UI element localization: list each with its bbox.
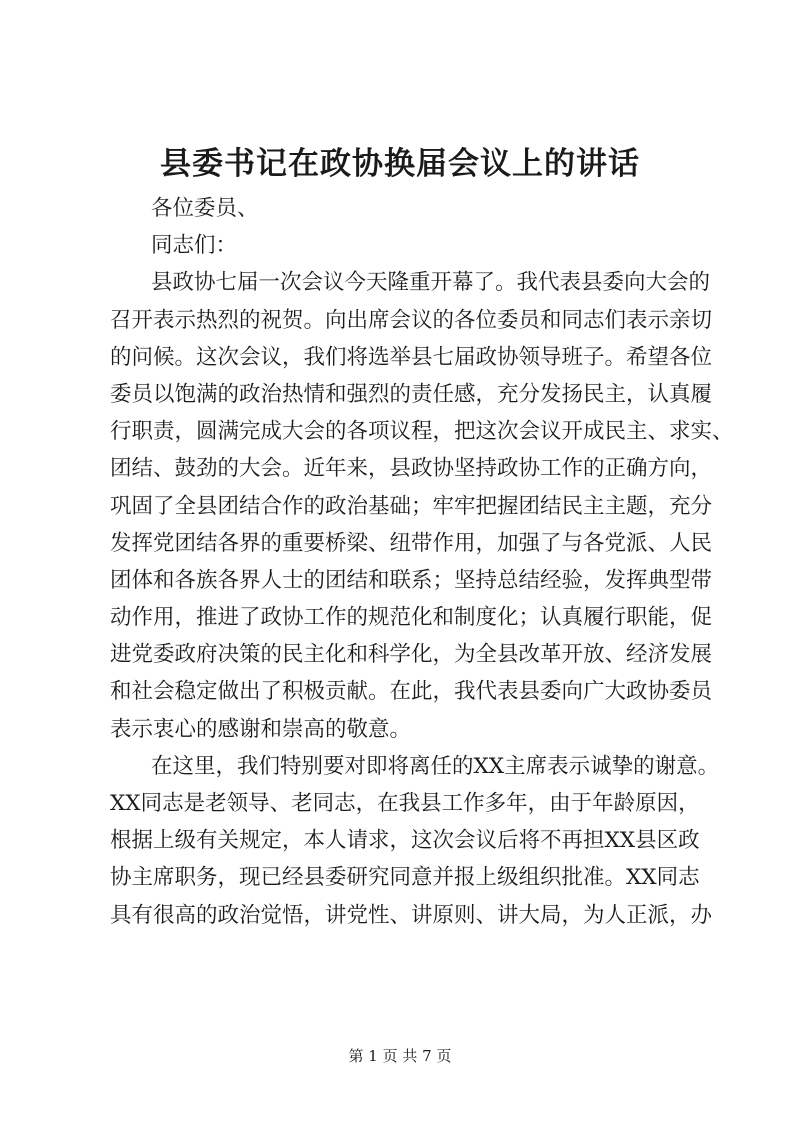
paragraph-line: 县政协七届一次会议今天隆重开幕了。我代表县委向大会的 (151, 270, 711, 296)
paragraph-line: 具有很高的政治觉悟，讲党性、讲原则、讲大局，为人正派，办 (110, 902, 713, 928)
paragraph-line: 行职责，圆满完成大会的各项议程，把这次会议开成民主、求实、 (110, 419, 734, 445)
paragraph-line: 发挥党团结各界的重要桥梁、纽带作用，加强了与各党派、人民 (110, 530, 713, 556)
paragraph-line: 表示衷心的感谢和崇高的敬意。 (110, 716, 412, 742)
paragraph-line: 的问候。这次会议，我们将选举县七届政协领导班子。希望各位 (110, 344, 713, 370)
paragraph-line: 协主席职务，现已经县委研究同意并报上级组织批准。XX同志 (110, 865, 700, 891)
paragraph-line: 委员以饱满的政治热情和强烈的责任感，充分发扬民主，认真履 (110, 381, 713, 407)
paragraph-line: 和社会稳定做出了积极贡献。在此，我代表县委向广大政协委员 (110, 679, 713, 705)
salutation-line: 各位委员、 (151, 196, 259, 221)
paragraph-line: 召开表示热烈的祝贺。向出席会议的各位委员和同志们表示亲切 (110, 307, 713, 333)
paragraph-line: 在这里，我们特别要对即将离任的XX主席表示诚挚的谢意。 (151, 753, 720, 779)
paragraph-line: XX同志是老领导、老同志，在我县工作多年，由于年龄原因， (110, 791, 700, 816)
paragraph-line: 团结、鼓劲的大会。近年来，县政协坚持政协工作的正确方向， (110, 456, 713, 482)
page-number-footer: 第 1 页 共 7 页 (348, 1047, 452, 1065)
salutation-line: 同志们： (151, 233, 238, 259)
paragraph-line: 团体和各族各界人士的团结和联系；坚持总结经验，发挥典型带 (110, 567, 713, 593)
paragraph-line: 巩固了全县团结合作的政治基础；牢牢把握团结民主主题，充分 (110, 493, 713, 519)
document-title: 县委书记在政协换届会议上的讲话 (160, 146, 640, 182)
paragraph-line: 根据上级有关规定，本人请求，这次会议后将不再担XX县区政 (110, 828, 700, 854)
document-body (110, 190, 734, 934)
paragraph-line: 动作用，推进了政协工作的规范化和制度化；认真履行职能，促 (110, 605, 713, 631)
paragraph-line: 进党委政府决策的民主化和科学化，为全县改革开放、经济发展 (110, 642, 713, 668)
